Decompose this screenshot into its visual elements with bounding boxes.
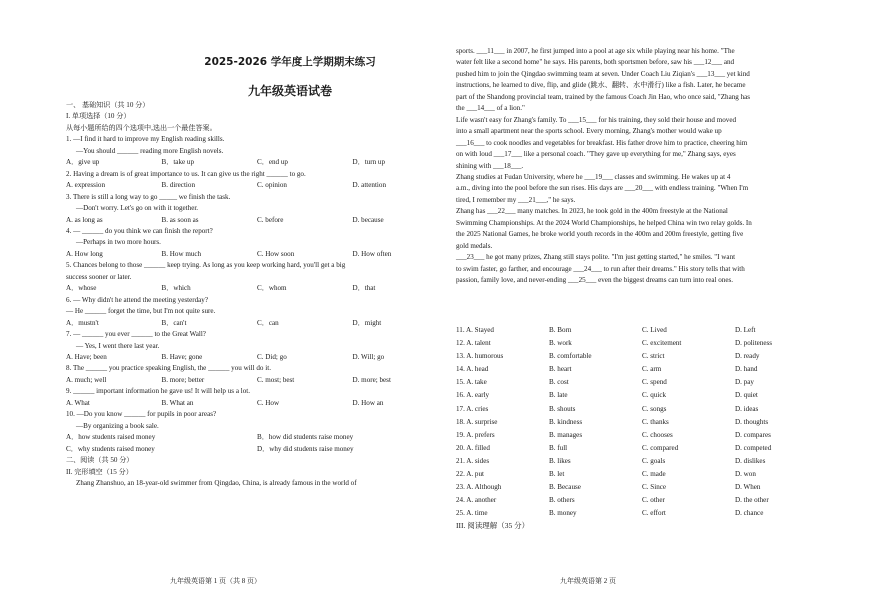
passage-line: Zhang has ___22___ many matches. In 2023, he took gold in the 400m freestyle at the National xyxy=(456,207,728,216)
cloze-choice: B. others xyxy=(549,496,575,505)
cloze-choice: 14. A. head xyxy=(456,365,489,374)
cloze-choice: B. likes xyxy=(549,456,571,465)
cloze-choice: B. kindness xyxy=(549,417,583,426)
question-line: —Perhaps in two more hours. xyxy=(76,238,161,247)
footer-page-2: 九年级英语第 2 页 xyxy=(560,577,616,585)
cloze-choice: 17. A. cries xyxy=(456,404,489,413)
option-choice: B. Have; gone xyxy=(161,352,203,361)
question-line: success sooner or later. xyxy=(66,272,132,281)
option-choice: B. How much xyxy=(161,249,202,258)
cloze-choice: C. made xyxy=(642,470,666,479)
option-choice: A. What xyxy=(66,398,90,407)
cloze-option-row xyxy=(456,455,828,468)
passage-line: into a small apartment near the sports school. Every morning, Zhang's mother would wake up xyxy=(456,127,722,136)
question-line: 从每小题所给的四个选项中,选出一个最佳答案。 xyxy=(66,123,217,132)
option-choice: B. direction xyxy=(161,181,195,190)
option-choice: D. more; best xyxy=(352,375,391,384)
cloze-choice: C. goals xyxy=(642,456,666,465)
question-line: Zhang Zhanshuo, an 18-year-old swimmer from Qingdao, China, is already famous in the world of xyxy=(76,478,357,487)
option-row xyxy=(66,215,448,226)
option-row xyxy=(66,398,448,409)
option-choice: A. much; well xyxy=(66,375,107,384)
cloze-choice: C. other xyxy=(642,496,665,505)
option-choice: B. as soon as xyxy=(161,215,199,224)
option-choice: C. Did; go xyxy=(257,352,287,361)
cloze-choice: B. money xyxy=(549,509,577,518)
cloze-option-row xyxy=(456,494,828,507)
passage-line: Zhang studies at Fudan University, where he ___19___ classes and swimming. He wakes up at 4 xyxy=(456,172,731,181)
left-column xyxy=(66,100,448,489)
cloze-choice: 25. A. time xyxy=(456,509,488,518)
cloze-choice: 16. A. early xyxy=(456,391,490,400)
option-choice: D. attention xyxy=(352,181,386,190)
option-row xyxy=(66,157,448,168)
question-line: — He ______ forget the time, but I'm not quite sure. xyxy=(66,307,216,316)
option-choice: D．might xyxy=(352,318,382,327)
cloze-choice: D. competed xyxy=(735,443,772,452)
option-row xyxy=(66,432,448,443)
cloze-choice: C. effort xyxy=(642,509,666,518)
cloze-option-row xyxy=(456,507,828,520)
option-choice: D. Will; go xyxy=(352,352,385,361)
passage-line: instructions, he learned to dive, flip, and glide (跳水、翻转、水中滑行) like a fish. Later, he became xyxy=(456,81,746,90)
cloze-choice: D. thoughts xyxy=(735,417,769,426)
option-choice: B．can't xyxy=(161,318,187,327)
option-row xyxy=(66,444,448,455)
question-line: 9. ______ important information he gave us! It will help us a lot. xyxy=(66,387,251,396)
cloze-choice: D. compares xyxy=(735,430,771,439)
section-iii-heading: III. 阅读理解（35 分） xyxy=(456,521,530,530)
cloze-option-row xyxy=(456,468,828,481)
exam-subtitle: 九年级英语试卷 xyxy=(247,84,332,98)
option-row xyxy=(66,249,448,260)
cloze-choice: 12. A. talent xyxy=(456,339,491,348)
passage-line: pushed him to join the Qingdao swimming team at seven. Under Coach Liu Ziqian's ___13___ yet kind xyxy=(456,69,750,78)
question-line: 10. —Do you know ______ for pupils in poor areas? xyxy=(66,410,217,419)
question-line: II. 完形填空（15 分） xyxy=(66,467,133,476)
cloze-choice: C. Since xyxy=(642,483,667,492)
cloze-option-row xyxy=(456,403,828,416)
option-choice: C. opinion xyxy=(257,181,287,190)
cloze-choice: C. thanks xyxy=(642,417,669,426)
question-line: 4. — ______ do you think we can finish the report? xyxy=(66,226,213,235)
cloze-choice: B. heart xyxy=(549,365,572,374)
option-choice: C. before xyxy=(257,215,284,224)
cloze-choice: C. songs xyxy=(642,404,667,413)
passage-line: to swim faster, go farther, and encourage ___24___ to run after their dreams." His story tells that with xyxy=(456,264,745,273)
cloze-choice: B. comfortable xyxy=(549,352,592,361)
question-line: —Don't worry. Let's go on with it together. xyxy=(76,204,199,213)
cloze-choice: 15. A. take xyxy=(456,378,487,387)
option-choice: D．that xyxy=(352,284,376,293)
passage-line: shining with ___18___. xyxy=(456,161,524,170)
passage-line: part of the Shandong provincial team, trained by the famous Coach Jin Hao, who once said, "Zhang has xyxy=(456,92,751,101)
option-choice: D．why did students raise money xyxy=(257,444,354,453)
question-line: 一、 基础知识（共 10 分） xyxy=(66,101,150,109)
passage-line: Swimming Championships. At the 2024 World Championships, he helped China win two relay golds. In xyxy=(456,218,752,227)
cloze-choice: 13. A. humorous xyxy=(456,352,504,361)
option-choice: D. How often xyxy=(352,249,392,258)
cloze-option-row xyxy=(456,481,828,494)
option-row xyxy=(66,375,448,386)
cloze-choice: C. Lived xyxy=(642,326,667,334)
question-line: —You should ______ reading more English novels. xyxy=(76,146,224,155)
cloze-choice: 18. A. surprise xyxy=(456,417,498,426)
passage-line: ___23___ he got many prizes, Zhang still stays polite. "I'm just getting started," he smiles. "I want xyxy=(456,253,736,262)
question-line: 3. There is still a long way to go _____ we finish the task. xyxy=(66,192,231,201)
passage-line: the 2025 National Games, he broke world youth records in the 400m and 200m freestyle, getting five xyxy=(456,230,744,239)
cloze-choice: B. late xyxy=(549,391,568,400)
cloze-choice: C. strict xyxy=(642,352,665,361)
option-choice: B. more; better xyxy=(161,375,205,384)
question-line: I. 单项选择（10 分） xyxy=(66,112,131,121)
cloze-choice: D. politeness xyxy=(735,339,773,348)
option-choice: B. What an xyxy=(161,398,194,407)
cloze-choice: C. quick xyxy=(642,391,667,400)
cloze-option-row xyxy=(456,324,828,337)
cloze-choice: 20. A. filled xyxy=(456,443,490,452)
cloze-option-row xyxy=(456,416,828,429)
cloze-choice: D. dislikes xyxy=(735,456,766,465)
question-line: 5. Chances belong to those ______ keep trying. As long as you keep working hard, you'll get a big xyxy=(66,261,346,270)
cloze-choice: C. arm xyxy=(642,365,662,374)
passage-line: gold medals. xyxy=(456,241,493,250)
cloze-choice: D. chance xyxy=(735,509,764,518)
cloze-choice: C. spend xyxy=(642,378,667,387)
cloze-choice: B. work xyxy=(549,339,572,348)
passage-line: the ___14___ of a lion." xyxy=(456,104,525,113)
cloze-option-row xyxy=(456,363,828,376)
cloze-choice: D. Left xyxy=(735,326,756,334)
option-choice: B．take up xyxy=(161,158,195,167)
cloze-choice: D. the other xyxy=(735,496,769,505)
question-line: 1. —I find it hard to improve my English reading skills. xyxy=(66,135,225,144)
option-choice: C. How xyxy=(257,398,280,407)
passage-line: water felt like a second home" he says. His parents, both sportsmen before, saw his ___12___ and xyxy=(456,58,735,67)
cloze-choice: C. excitement xyxy=(642,339,682,348)
option-choice: C．why students raised money xyxy=(66,444,155,453)
cloze-option-row xyxy=(456,376,828,389)
exam-title: 2025-2026 学年度上学期期末练习 xyxy=(204,56,376,68)
option-choice: D．turn up xyxy=(352,158,386,167)
option-choice: A．mustn't xyxy=(66,318,99,327)
passage-line: Life wasn't easy for Zhang's family. To ___15___ for his training, they sold their house and moved xyxy=(456,115,737,124)
cloze-choice: D. quiet xyxy=(735,391,758,400)
passage-line: a.m., diving into the pool before the sun rises. His days are ___20___ with endless training. "When I'm xyxy=(456,184,749,193)
cloze-choice: D. ideas xyxy=(735,404,759,413)
option-choice: B．how did students raise money xyxy=(257,433,354,442)
right-column xyxy=(456,46,836,287)
cloze-choice: 23. A. Although xyxy=(456,483,502,492)
cloze-options xyxy=(456,324,828,520)
question-line: 8. The ______ you practice speaking English, the ______ you will do it. xyxy=(66,364,271,373)
cloze-choice: 11. A. Stayed xyxy=(456,326,494,334)
cloze-choice: B. shouts xyxy=(549,404,576,413)
option-choice: A. expression xyxy=(66,181,106,190)
passage-line: sports. ___11___ in 2007, he first jumped into a pool at age six while playing near his home. "The xyxy=(456,47,735,55)
cloze-choice: D. When xyxy=(735,483,761,492)
cloze-option-row xyxy=(456,429,828,442)
option-choice: A．how students raised money xyxy=(66,433,156,442)
cloze-choice: C. chooses xyxy=(642,430,673,439)
cloze-choice: D. pay xyxy=(735,378,754,387)
option-choice: D. because xyxy=(352,215,384,224)
cloze-choice: D. ready xyxy=(735,352,760,361)
cloze-choice: C. compared xyxy=(642,443,679,452)
cloze-option-row xyxy=(456,389,828,402)
cloze-choice: D. hand xyxy=(735,365,758,374)
cloze-choice: B. full xyxy=(549,443,568,452)
option-choice: D. How an xyxy=(352,398,384,407)
cloze-choice: D. won xyxy=(735,470,756,479)
cloze-option-row xyxy=(456,350,828,363)
cloze-choice: 22. A. put xyxy=(456,470,484,479)
cloze-choice: 19. A. prefers xyxy=(456,430,495,439)
cloze-choice: 24. A. another xyxy=(456,496,497,505)
passage-line: tired, I remember my ___21___," he says. xyxy=(456,195,576,204)
option-row xyxy=(66,352,448,363)
cloze-choice: B. cost xyxy=(549,378,569,387)
question-line: 7. — ______ you ever ______ to the Great Wall? xyxy=(66,330,206,339)
option-row xyxy=(66,180,448,191)
cloze-choice: B. Born xyxy=(549,326,572,334)
option-row xyxy=(66,318,448,329)
cloze-option-row xyxy=(456,442,828,455)
option-choice: C．end up xyxy=(257,158,288,167)
passage-line: on with loud ___17___ like a personal coach. "They gave up everything for me," Zhang says, eyes xyxy=(456,150,736,159)
passage-line: ___16___ to cook noodles and vegetables for breakfast. His father drove him to practice, cheering him xyxy=(456,138,748,147)
question-line: — Yes, I went there last year. xyxy=(76,341,160,350)
option-choice: A. Have; been xyxy=(66,352,107,361)
option-row xyxy=(66,283,448,294)
option-choice: C．can xyxy=(257,318,279,327)
option-choice: A. as long as xyxy=(66,215,103,224)
cloze-choice: 21. A. sides xyxy=(456,456,490,465)
passage-line: passion, family love, and never-ending ___25___ even the biggest dreams can turn into real ones. xyxy=(456,276,734,285)
option-choice: A．whose xyxy=(66,284,97,293)
cloze-choice: B. manages xyxy=(549,430,583,439)
option-choice: A. How long xyxy=(66,249,103,258)
option-choice: C. most; best xyxy=(257,375,295,384)
option-choice: C. How soon xyxy=(257,249,295,258)
option-choice: C．whom xyxy=(257,284,287,293)
question-line: —By organizing a book sale. xyxy=(76,421,159,430)
question-line: 6. — Why didn't he attend the meeting yesterday? xyxy=(66,295,208,304)
option-choice: B．which xyxy=(161,284,191,293)
option-choice: A．give up xyxy=(66,158,100,167)
question-line: 2. Having a dream is of great importance to us. It can give us the right ______ to go. xyxy=(66,169,306,178)
cloze-choice: B. Because xyxy=(549,483,581,492)
question-line: 二、阅读（共 50 分） xyxy=(66,456,134,465)
footer-page-1: 九年级英语第 1 页（共 8 页） xyxy=(170,577,261,585)
cloze-option-row xyxy=(456,337,828,350)
cloze-choice: B. let xyxy=(549,470,565,479)
